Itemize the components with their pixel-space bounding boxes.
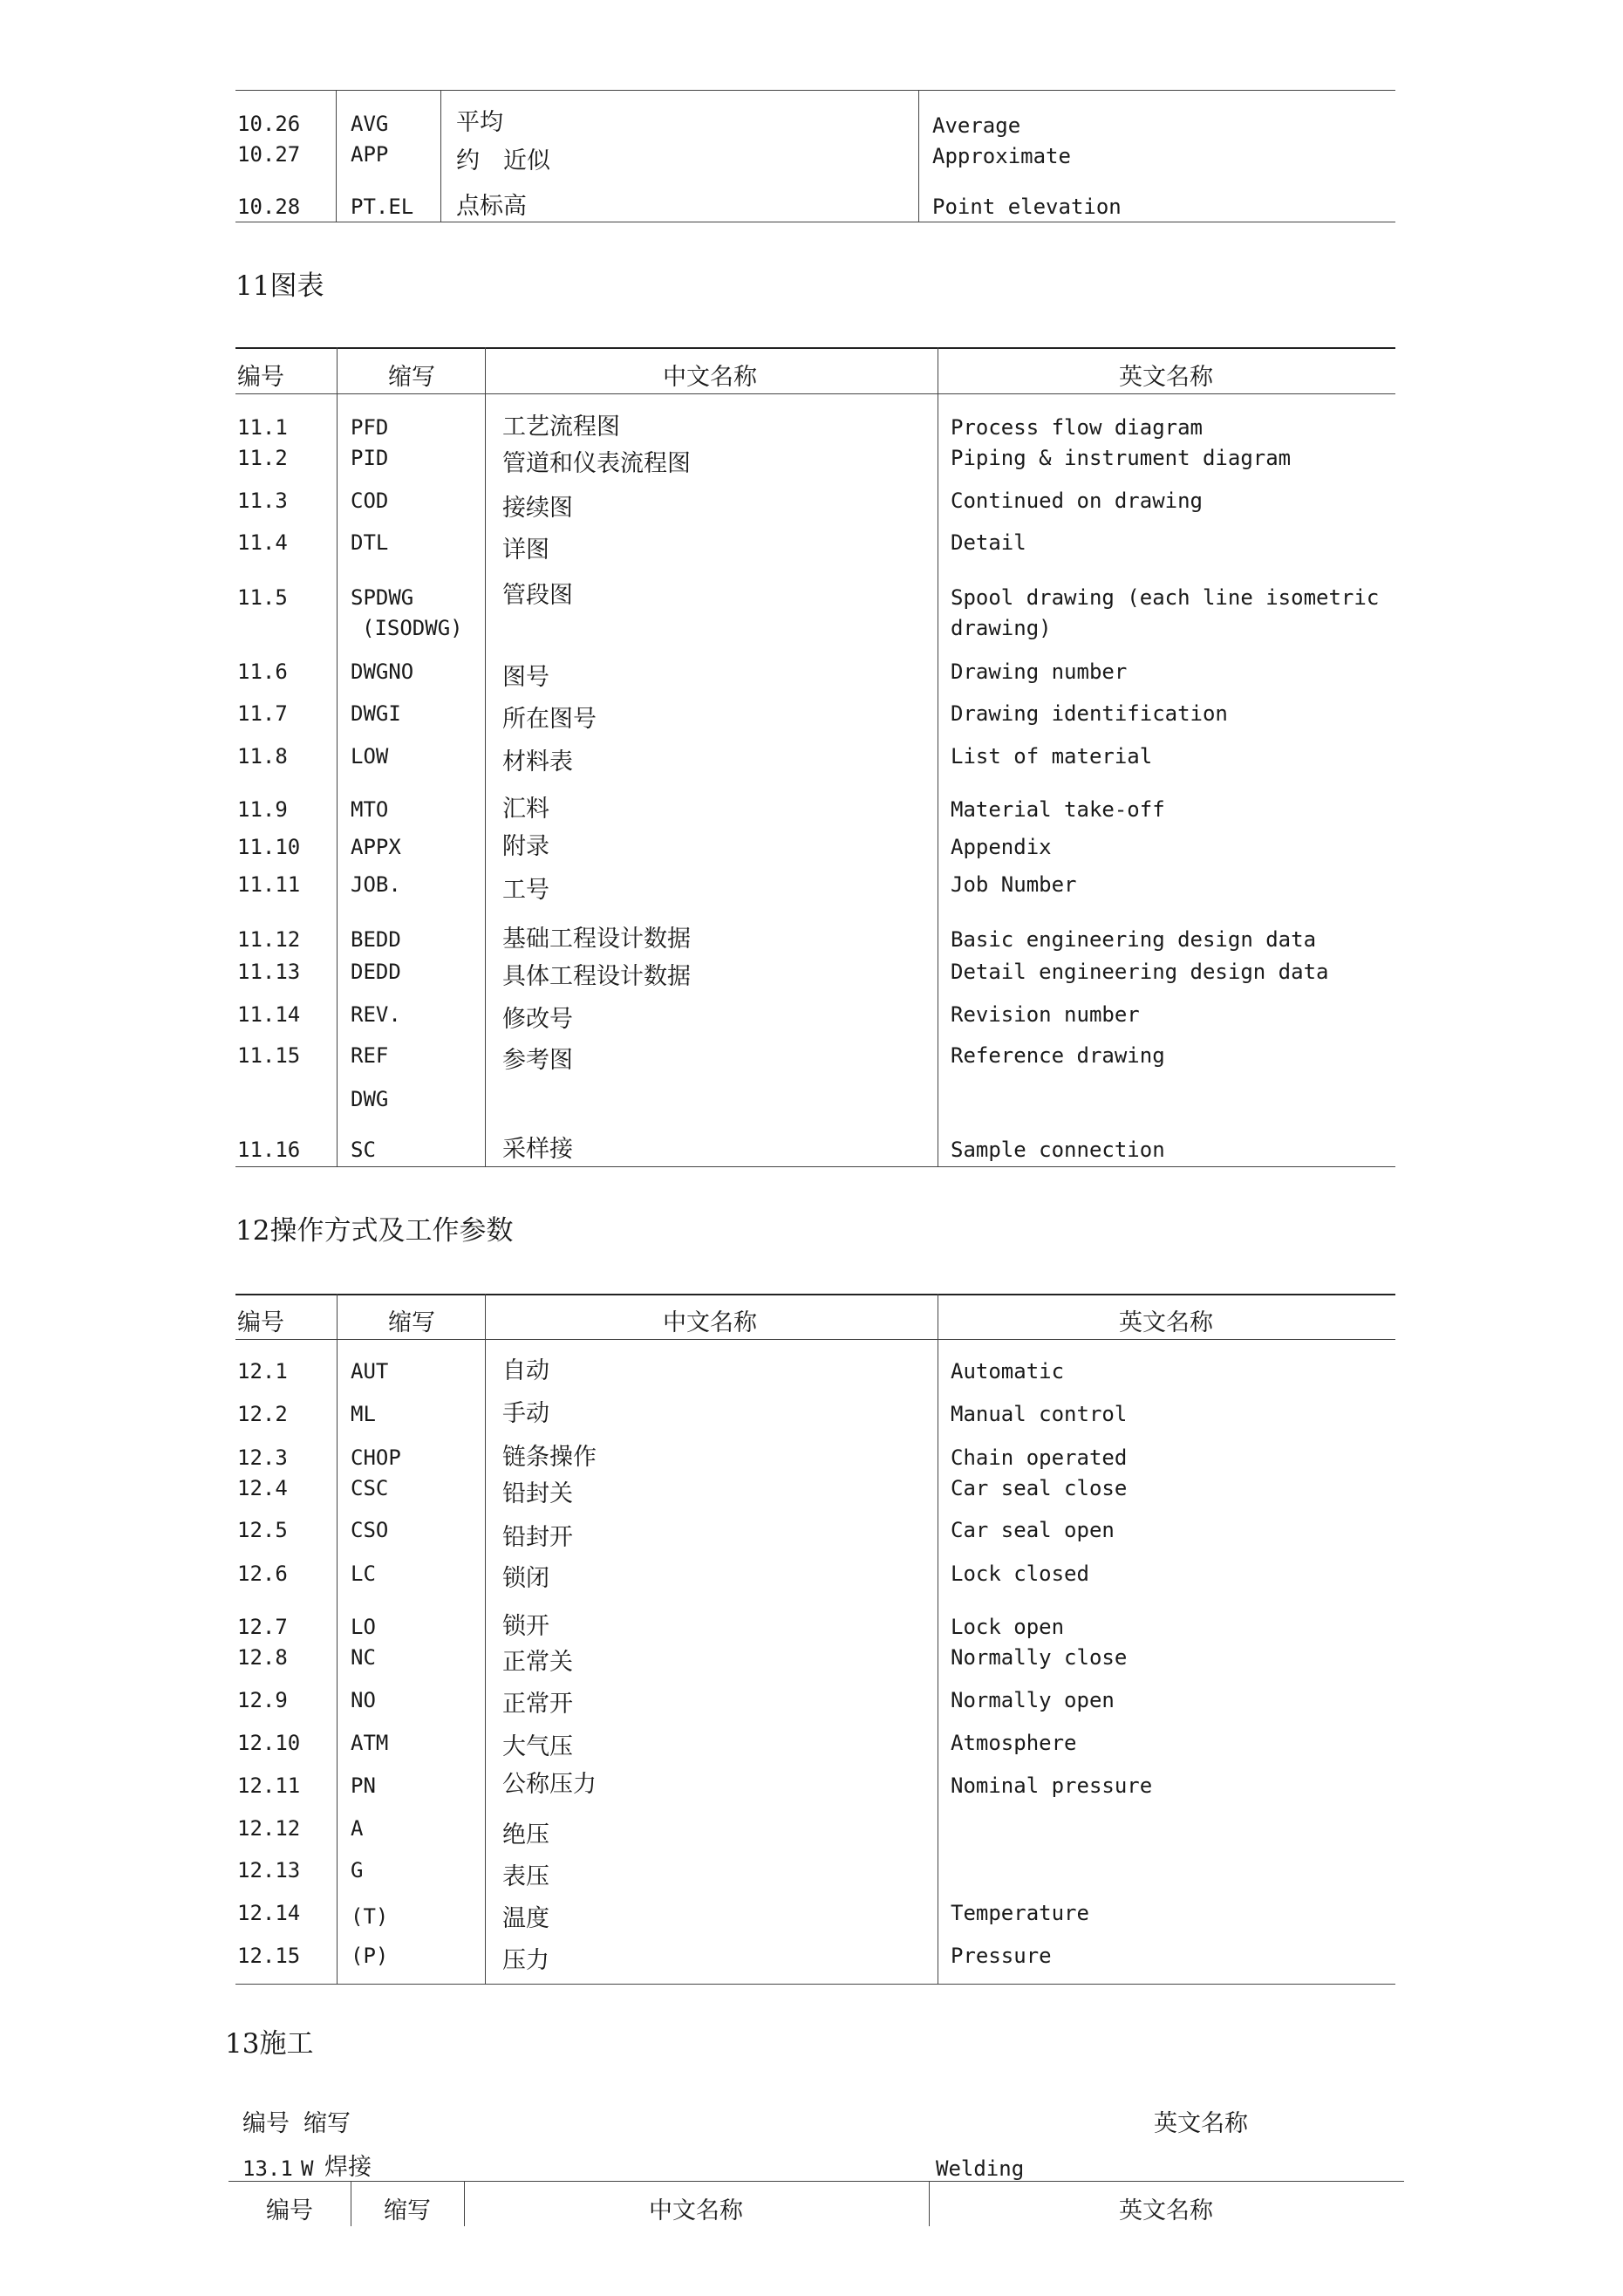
row-english-name: Temperature — [951, 1901, 1089, 1925]
row-chinese-name: 锁闭 — [502, 1565, 549, 1592]
row-number: 11.1 — [237, 415, 288, 440]
row-chinese-name: 工艺流程图 — [502, 413, 620, 441]
row-chinese-name: 管道和仪表流程图 — [502, 450, 691, 477]
row-number: 11.2 — [237, 446, 288, 470]
table-top-rule — [235, 1294, 1395, 1295]
row-english-name: Detail — [951, 530, 1026, 555]
row-abbreviation: APP — [351, 142, 389, 167]
row-english-name: Normally close — [951, 1645, 1128, 1670]
column-header-number: 编号 — [237, 1309, 284, 1336]
row-chinese-name: 铅封关 — [502, 1480, 573, 1507]
row-chinese-name: 点标高 — [456, 193, 527, 220]
row-chinese-name: 正常关 — [502, 1649, 573, 1676]
column-header-chinese: 中文名称 — [649, 2197, 743, 2224]
row-abbreviation: DWGNO — [351, 659, 414, 684]
row-abbreviation: (P) — [351, 1944, 389, 1968]
row-abbreviation: COD — [351, 489, 389, 513]
row-english-name: Detail engineering design data — [951, 960, 1329, 984]
column-header-number: 编号 — [237, 364, 284, 391]
column-header-chinese: 中文名称 — [663, 364, 757, 391]
row-chinese-name: 基础工程设计数据 — [502, 926, 691, 953]
row-number: 11.15 — [237, 1043, 301, 1068]
section-heading: 12操作方式及工作参数 — [235, 1215, 514, 1247]
row-chinese-name: 铅封开 — [502, 1524, 573, 1551]
row-english-name: Process flow diagram — [951, 415, 1203, 440]
row-number: 11.3 — [237, 489, 288, 513]
column-header-abbreviation: 缩写 — [384, 2197, 431, 2224]
row-abbreviation: JOB. — [351, 872, 401, 897]
row-chinese-name: 自动 — [502, 1357, 549, 1384]
row-number: 12.11 — [237, 1773, 301, 1798]
row-abbreviation: CSC — [351, 1476, 389, 1500]
row-abbreviation-alt: DWG — [351, 1087, 389, 1111]
row-abbreviation: DEDD — [351, 960, 401, 984]
row-chinese-name: 表压 — [502, 1863, 549, 1890]
table-header-rule — [235, 1339, 1395, 1340]
row-chinese-name: 图号 — [502, 664, 549, 691]
row-english-name: Drawing identification — [951, 701, 1228, 726]
column-divider — [918, 90, 919, 222]
row-english-name: List of material — [951, 744, 1153, 769]
row-chinese-name: 参考图 — [502, 1047, 573, 1074]
row-chinese-name: 绝压 — [502, 1821, 549, 1848]
row-english-name: Point elevation — [932, 195, 1122, 219]
row-abbreviation: G — [351, 1858, 364, 1883]
row-number: 12.2 — [237, 1402, 288, 1426]
column-header-abbreviation: 缩写 — [388, 364, 435, 391]
row-english-name: Nominal pressure — [951, 1773, 1153, 1798]
row-english-name: Continued on drawing — [951, 489, 1203, 513]
column-header-english: 英文名称 — [1119, 364, 1213, 391]
row-number: 12.6 — [237, 1561, 288, 1586]
row-number: 12.8 — [237, 1645, 288, 1670]
row-english-name: Basic engineering design data — [951, 927, 1317, 952]
row-number: 12.13 — [237, 1858, 301, 1883]
column-divider — [337, 1294, 338, 1985]
column-header-english: 英文名称 — [1119, 1309, 1213, 1336]
row-english-name: Reference drawing — [951, 1043, 1165, 1068]
row-number: 11.9 — [237, 797, 288, 822]
column-divider — [440, 90, 441, 222]
column-divider — [464, 2181, 465, 2226]
row-abbreviation: PT.EL — [351, 195, 414, 219]
row-number: 12.5 — [237, 1518, 288, 1542]
row-abbreviation: REV. — [351, 1002, 401, 1027]
column-header-number: 编号 — [266, 2197, 313, 2224]
row-number: 10.27 — [237, 142, 301, 167]
row-abbreviation: PID — [351, 446, 389, 470]
row-chinese-name: 约 近似 — [456, 147, 550, 174]
row-english-name: Manual control — [951, 1402, 1128, 1426]
row-chinese-name: 公称压力 — [502, 1771, 597, 1798]
row-english-name: Automatic — [951, 1359, 1065, 1384]
row-number: 11.11 — [237, 872, 301, 897]
column-divider — [337, 347, 338, 1167]
row-abbreviation-alt: (ISODWG) — [362, 616, 463, 640]
row-number: 12.15 — [237, 1944, 301, 1968]
row-english-name: Material take-off — [951, 797, 1165, 822]
row-english-name: Drawing number — [951, 659, 1128, 684]
row-english-name: Revision number — [951, 1002, 1140, 1027]
row-chinese-name: 压力 — [502, 1947, 549, 1974]
row-number: 12.4 — [237, 1476, 288, 1500]
table-header-rule — [235, 393, 1395, 394]
table-bottom-rule — [235, 1984, 1395, 1985]
row-chinese-name: 接续图 — [502, 495, 573, 522]
row-abbreviation: APPX — [351, 835, 401, 859]
column-divider — [929, 2181, 930, 2226]
row-english-name: Welding — [936, 2156, 1025, 2181]
row-number: 12.3 — [237, 1445, 288, 1470]
row-number: 12.7 — [237, 1615, 288, 1639]
row-abbreviation: LOW — [351, 744, 389, 769]
row-chinese-name: 焊接 — [324, 2154, 372, 2181]
row-abbreviation: REF — [351, 1043, 389, 1068]
row-chinese-name: 正常开 — [502, 1691, 573, 1718]
row-number: 11.8 — [237, 744, 288, 769]
row-chinese-name: 采样接 — [502, 1136, 573, 1163]
column-divider — [485, 1294, 486, 1985]
row-chinese-name: 具体工程设计数据 — [502, 963, 691, 990]
row-english-name: Spool drawing (each line isometric — [951, 585, 1380, 610]
row-english-name: Average — [932, 113, 1021, 138]
row-number: 11.14 — [237, 1002, 301, 1027]
table-top-rule — [228, 2181, 1404, 2182]
row-chinese-name: 材料表 — [502, 748, 573, 776]
row-chinese-name: 平均 — [456, 109, 503, 136]
row-abbreviation: PFD — [351, 415, 389, 440]
row-abbreviation: ATM — [351, 1731, 389, 1755]
row-abbreviation: SC — [351, 1138, 376, 1162]
row-number: 11.13 — [237, 960, 301, 984]
row-abbreviation: NO — [351, 1688, 376, 1712]
row-chinese-name: 温度 — [502, 1905, 549, 1932]
column-header-chinese: 中文名称 — [663, 1309, 757, 1336]
row-english-name: Lock open — [951, 1615, 1065, 1639]
row-abbreviation: ML — [351, 1402, 376, 1426]
row-abbreviation: PN — [351, 1773, 376, 1798]
row-abbreviation: NC — [351, 1645, 376, 1670]
row-number: 11.10 — [237, 835, 301, 859]
table-top-rule — [235, 90, 1395, 91]
row-number: 12.1 — [237, 1359, 288, 1384]
row-chinese-name: 手动 — [502, 1400, 549, 1427]
row-number: 11.5 — [237, 585, 288, 610]
row-english-name: Car seal close — [951, 1476, 1128, 1500]
row-abbreviation: SPDWG — [351, 585, 414, 610]
row-number: 12.9 — [237, 1688, 288, 1712]
row-number: 11.12 — [237, 927, 301, 952]
row-english-name: Lock closed — [951, 1561, 1089, 1586]
row-chinese-name: 附录 — [502, 833, 549, 860]
row-chinese-name: 详图 — [502, 536, 549, 564]
row-number: 10.28 — [237, 195, 301, 219]
column-header-abbreviation: 缩写 — [388, 1309, 435, 1336]
row-abbreviation: BEDD — [351, 927, 401, 952]
row-english-name: Atmosphere — [951, 1731, 1077, 1755]
row-abbreviation: CHOP — [351, 1445, 401, 1470]
row-english-name: Approximate — [932, 144, 1071, 168]
header-abbreviation: 缩写 — [303, 2110, 351, 2137]
row-chinese-name: 工号 — [502, 877, 549, 904]
row-english-name: Pressure — [951, 1944, 1052, 1968]
table-top-rule — [235, 347, 1395, 349]
row-number: 13.1 — [242, 2156, 293, 2181]
row-english-name: Chain operated — [951, 1445, 1128, 1470]
row-english-name: Sample connection — [951, 1138, 1165, 1162]
row-chinese-name: 大气压 — [502, 1733, 573, 1760]
row-abbreviation: A — [351, 1816, 364, 1841]
row-english-name: Car seal open — [951, 1518, 1115, 1542]
column-header-english: 英文名称 — [1119, 2197, 1213, 2224]
row-number: 11.16 — [237, 1138, 301, 1162]
row-number: 11.4 — [237, 530, 288, 555]
row-number: 12.10 — [237, 1731, 301, 1755]
row-abbreviation: (T) — [351, 1904, 389, 1929]
column-divider — [336, 90, 337, 222]
header-english: 英文名称 — [1154, 2110, 1248, 2137]
row-number: 12.14 — [237, 1901, 301, 1925]
row-english-name: Normally open — [951, 1688, 1115, 1712]
row-number: 10.26 — [237, 112, 301, 136]
row-english-name: Appendix — [951, 835, 1052, 859]
row-chinese-name: 管段图 — [502, 582, 573, 609]
section-heading: 11图表 — [235, 270, 324, 302]
row-number: 11.7 — [237, 701, 288, 726]
row-abbreviation: MTO — [351, 797, 389, 822]
row-chinese-name: 修改号 — [502, 1006, 573, 1033]
row-abbreviation: DTL — [351, 530, 389, 555]
row-abbreviation: W — [301, 2156, 314, 2181]
row-chinese-name: 汇料 — [502, 796, 549, 823]
row-english-name-cont: drawing) — [951, 616, 1052, 640]
row-chinese-name: 所在图号 — [502, 706, 597, 733]
row-abbreviation: AUT — [351, 1359, 389, 1384]
row-abbreviation: DWGI — [351, 701, 401, 726]
row-english-name: Job Number — [951, 872, 1077, 897]
row-abbreviation: CSO — [351, 1518, 389, 1542]
row-abbreviation: LO — [351, 1615, 376, 1639]
row-abbreviation: LC — [351, 1561, 376, 1586]
section-heading: 13施工 — [225, 2028, 314, 2060]
row-english-name: Piping & instrument diagram — [951, 446, 1292, 470]
header-number: 编号 — [242, 2110, 290, 2137]
row-number: 11.6 — [237, 659, 288, 684]
row-chinese-name: 锁开 — [502, 1613, 549, 1640]
row-abbreviation: AVG — [351, 112, 389, 136]
row-chinese-name: 链条操作 — [502, 1444, 597, 1471]
row-number: 12.12 — [237, 1816, 301, 1841]
column-divider — [485, 347, 486, 1167]
table-bottom-rule — [235, 1166, 1395, 1167]
